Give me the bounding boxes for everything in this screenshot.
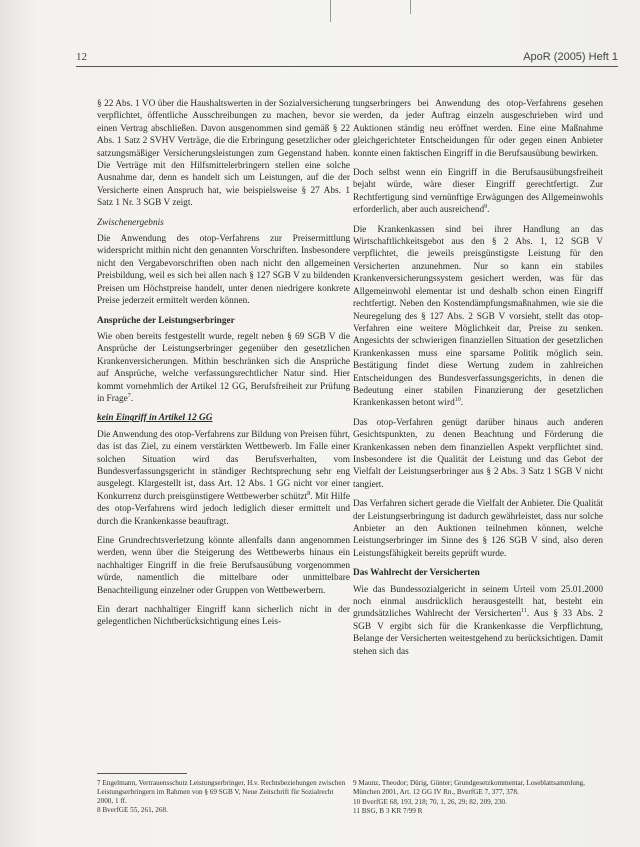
scan-edge-mark <box>330 0 331 22</box>
paragraph: tungserbringers bei Anwendung des otop-Verfahrens gesehen werden, da jeder Auftrag einzeln ausgeschrieben wird und Auktionen ständig neu eröffnet werden. Eine eine Maßnahme gleichgerichteter Entscheidungen für oder gegen einen Anbieter konnte einen faktischen Eingriff in die Berufsausübung bewirken. <box>353 99 603 159</box>
paragraph <box>97 429 350 528</box>
journal-reference: ApoR (2005) Heft 1 <box>523 51 618 63</box>
paragraph: § 22 Abs. 1 VO über die Haushaltswerten in der Sozialversicherung verpflichtet, öffentliche Ausschreibungen zu machen, bevor sie einen Vertrag abschließen. Davon ausgenommen sind gemäß § 22 Abs. 1 Satz 2 SVHV Verträge, die die Erbringung gesetzlicher oder satzungsmäßiger Versicherungsleistungen zum Gegenstand haben. Die Verträge mit den Hilfsmittelerbringern stellen eine solche Ausnahme dar, denn es handelt sich um Leistungen, auf die der Versicherte einen Anspruch hat, wie beispielsweise § 27 Abs. 1 Satz 1 Nr. 3 SGB V zeigt. <box>97 99 350 209</box>
paragraph-text: Die Anwendung des otop-Verfahrens zur Bildung von Preisen führt, das ist das Ziel, zu einem verstärkten Wettbewerb. Im Falle einer solchen Situation wird das Berufsverhalten, vom Bundesverfassungsgericht in ständiger Rechtsprechung sehr eng ausgelegt. Klargestellt ist, dass Art. 12 Abs. 1 GG nicht vor einer Konkurrenz durch preisgünstigere Wettbewerber schützt <box>97 429 350 502</box>
footnote: 11 BSG, B 3 KR 7/99 R <box>353 807 423 816</box>
footnote-ref: 10 <box>454 397 461 404</box>
footnote-ref: 9 <box>484 204 488 211</box>
footnote: 8 BverfGE 55, 261, 268. <box>97 806 168 815</box>
footnotes-left <box>97 779 347 816</box>
footnote: 7 Engelmann, Vertrauensschutz Leistungserbringer, H.v. Rechtsbeziehungen zwischen Leistungserbringern im Rahmen von § 69 SGB V, Neue Zeitschrift für Sozialrecht 2000, 1 ff. <box>97 779 346 805</box>
paragraph-text: Wie oben bereits festgestellt wurde, regelt neben § 69 SGB V die Ansprüche der Leistungserbringer gegenüber den gesetzlichen Krankenversicherungen. Mithin beschränken sich die Ansprüche auf Ansprüche, welche verfassungsrechtlicher Natur sind. Hier kommt vornehmlich der Artikel 12 GG, Berufsfreiheit zur Prüfung in Frage <box>97 331 350 404</box>
paragraph: Das otop-Verfahren genügt darüber hinaus auch anderen Gesichtspunkten, zu denen Beachtung und Förderung die Krankenkassen neben dem finanziellen Aspekt verpflichtet sind. Insbesondere ist die Qualität der Leistung und das Gebot der Vielfalt der Leistungserbringer aus § 2 Abs. 3 Satz 1 SGB V nicht tangiert. <box>353 417 603 490</box>
paragraph: Eine Grundrechtsverletzung könnte allenfalls dann angenommen werden, wenn über die Steigerung des Wettbewerbs hinaus ein nachhaltiger Eingriff in die freie Berufsausübung vorgenommen würde, namentlich die mittelbare oder unmittelbare Benachteiligung einzelner oder Gruppen von Wettbewerbern. <box>97 536 350 596</box>
footnote: 10 BverfGE 68, 193, 218; 70, 1, 26, 29; 82, 209, 230. <box>353 797 507 806</box>
footnotes-right <box>353 779 603 817</box>
paragraph: Die Anwendung des otop-Verfahrens zur Preisermittlung widerspricht mithin nicht den genannten Vorschriften. Insbesondere nicht den Vergabevorschriften oben nach nicht den allgemeinen Preisbildung, weil es sich bei allen nach § 127 SGB V zu bildenden Preisen um Höchstpreise handelt, unter denen niedrigere konkrete Preise jederzeit ermittelt werden können. <box>97 234 350 307</box>
footnote: 9 Maunz, Theodor; Dürig, Günter; Grundgesetzkommentar, Loseblattsammlung, München 2001, Art. 12 GG IV Rn., BverfGE 7, 377, 378. <box>353 779 585 796</box>
page-number: 12 <box>76 51 87 63</box>
section-heading: Zwischenergebnis <box>97 217 164 228</box>
paragraph <box>353 584 603 658</box>
left-column <box>97 98 350 636</box>
section-heading <box>97 412 350 424</box>
paragraph-text: . Mit Hilfe des otop-Verfahrens wird jedoch lediglich dieser ermittelt und durch die Krankenkasse beauftragt. <box>97 491 350 527</box>
section-heading: Ansprüche der Leistungserbringer <box>97 315 235 326</box>
right-column <box>353 98 603 665</box>
paragraph-text: . Aus § 33 Abs. 2 SGB V ergibt sich für die Krankenkasse die Verpflichtung, Belange der Versicherten weitestgehend zu berücksichtigen. Damit stehen sich das <box>353 609 603 657</box>
paragraph: Doch selbst wenn ein Eingriff in die Berufsausübungsfreiheit bejaht würde, wäre dieser Eingriff gerechtfertigt. Zur Rechtfertigung sind vernünftige Erwägungen des Allgemeinwohls erforderlich, aber auch ausreichend$^9$. <box>353 168 603 216</box>
section-heading-text: kein Eingriff in Artikel 12 GG <box>97 413 213 424</box>
footnote-ref: 11 <box>521 608 527 615</box>
paragraph-text: Wie das Bundessozialgericht in seinem Urteil vom 25.01.2000 noch einmal ausdrücklich herausgestellt hat, besteht ein grundsätzliches Wahlrecht der Versicherten <box>353 584 603 620</box>
paragraph: Wie oben bereits festgestellt wurde, regelt neben § 69 SGB V die Ansprüche der Leistungserbringer gegenüber den gesetzlichen Krankenversicherungen. Mithin beschränken sich die Ansprüche auf Ansprüche, welche verfassungsrechtlicher Natur sind. Hier kommt vornehmlich der Artikel 12 GG, Berufsfreiheit zur Prüfung in Frage$^7$. <box>97 331 350 404</box>
footnote-ref: 7 <box>127 392 131 399</box>
paragraph: Ein derart nachhaltiger Eingriff kann sicherlich nicht in der gelegentlichen Nichtberücksichtigung eines Leis- <box>97 605 350 628</box>
section-heading: Das Wahlrecht der Versicherten <box>353 568 480 579</box>
footnote-rule <box>97 773 187 774</box>
footnote-ref: 8 <box>307 490 311 497</box>
paragraph: Das Verfahren sichert gerade die Vielfalt der Anbieter. Die Qualität der Leistungserbringung ist dadurch gewährleistet, dass nur solche Anbieter an den Auktionen teilnehmen können, welche Leistungserbringer im Sinne des § 126 SGB V sind, also deren Leistungsfähigkeit bereits geprüft wurde. <box>353 499 603 559</box>
scan-edge-mark <box>410 0 411 14</box>
paragraph-text: Doch selbst wenn ein Eingriff in die Berufsausübungsfreiheit bejaht würde, wäre dieser Eingriff gerechtfertigt. Zur Rechtfertigung sind vernünftige Erwägungen des Allgemeinwohls erforderlich, aber auch ausreichend <box>353 168 603 216</box>
paragraph: Die Krankenkassen sind bei ihrer Handlung an das Wirtschaftlichkeitsgebot aus den § 2 Abs. 1, 12 SGB V verpflichtet, die jeweils preisgünstigste Leistung für den Versicherten anzunehmen. Nur so kann ein stabiles Krankenversicherungssystem gesichert werden, was für das Allgemeinwohl elementar ist und deshalb schon einen Eingriff rechtfertigt. Neben den Kostendämpfungsmaßnahmen, wie sie die Neuregelung des § 127 Abs. 2 SGB V vorsieht, stellt das otop-Verfahren eine weitere Möglichkeit dar, Preise zu senken. Angesichts der schwierigen finanziellen Situation der gesetzlichen Krankenkassen muss eine sparsame Politik möglich sein. Bestätigung findet diese Wertung zudem in zahlreichen Entscheidungen des Bundesverfassungsgerichts, in denen die Bedeutung einer stabilen Finanzierung der gesetzlichen Krankenkassen betont wird$^{10}$. <box>353 224 603 409</box>
paragraph-text: Die Krankenkassen sind bei ihrer Handlung an das Wirtschaftlichkeitsgebot aus den § 2 Abs. 1, 12 SGB V verpflichtet, die jeweils preisgünstigste Leistung für den Versicherten anzunehmen. Nur so kann ein stabiles Krankenversicherungssystem gesichert werden, was für das Allgemeinwohl elementar ist und deshalb schon einen Eingriff rechtfertigt. Neben den Kostendämpfungsmaßnahmen, wie sie die Neuregelung des § 127 Abs. 2 SGB V vorsieht, stellt das otop-Verfahren eine weitere Möglichkeit dar, Preise zu senken. Angesichts der schwierigen finanziellen Situation der gesetzlichen Krankenkassen muss eine sparsame Politik möglich sein. Bestätigung findet diese Wertung zudem in zahlreichen Entscheidungen des Bundesverfassungsgerichts, in denen die Bedeutung einer stabilen Finanzierung der gesetzlichen Krankenkassen betont wird <box>353 224 603 409</box>
header-rule <box>76 66 618 67</box>
